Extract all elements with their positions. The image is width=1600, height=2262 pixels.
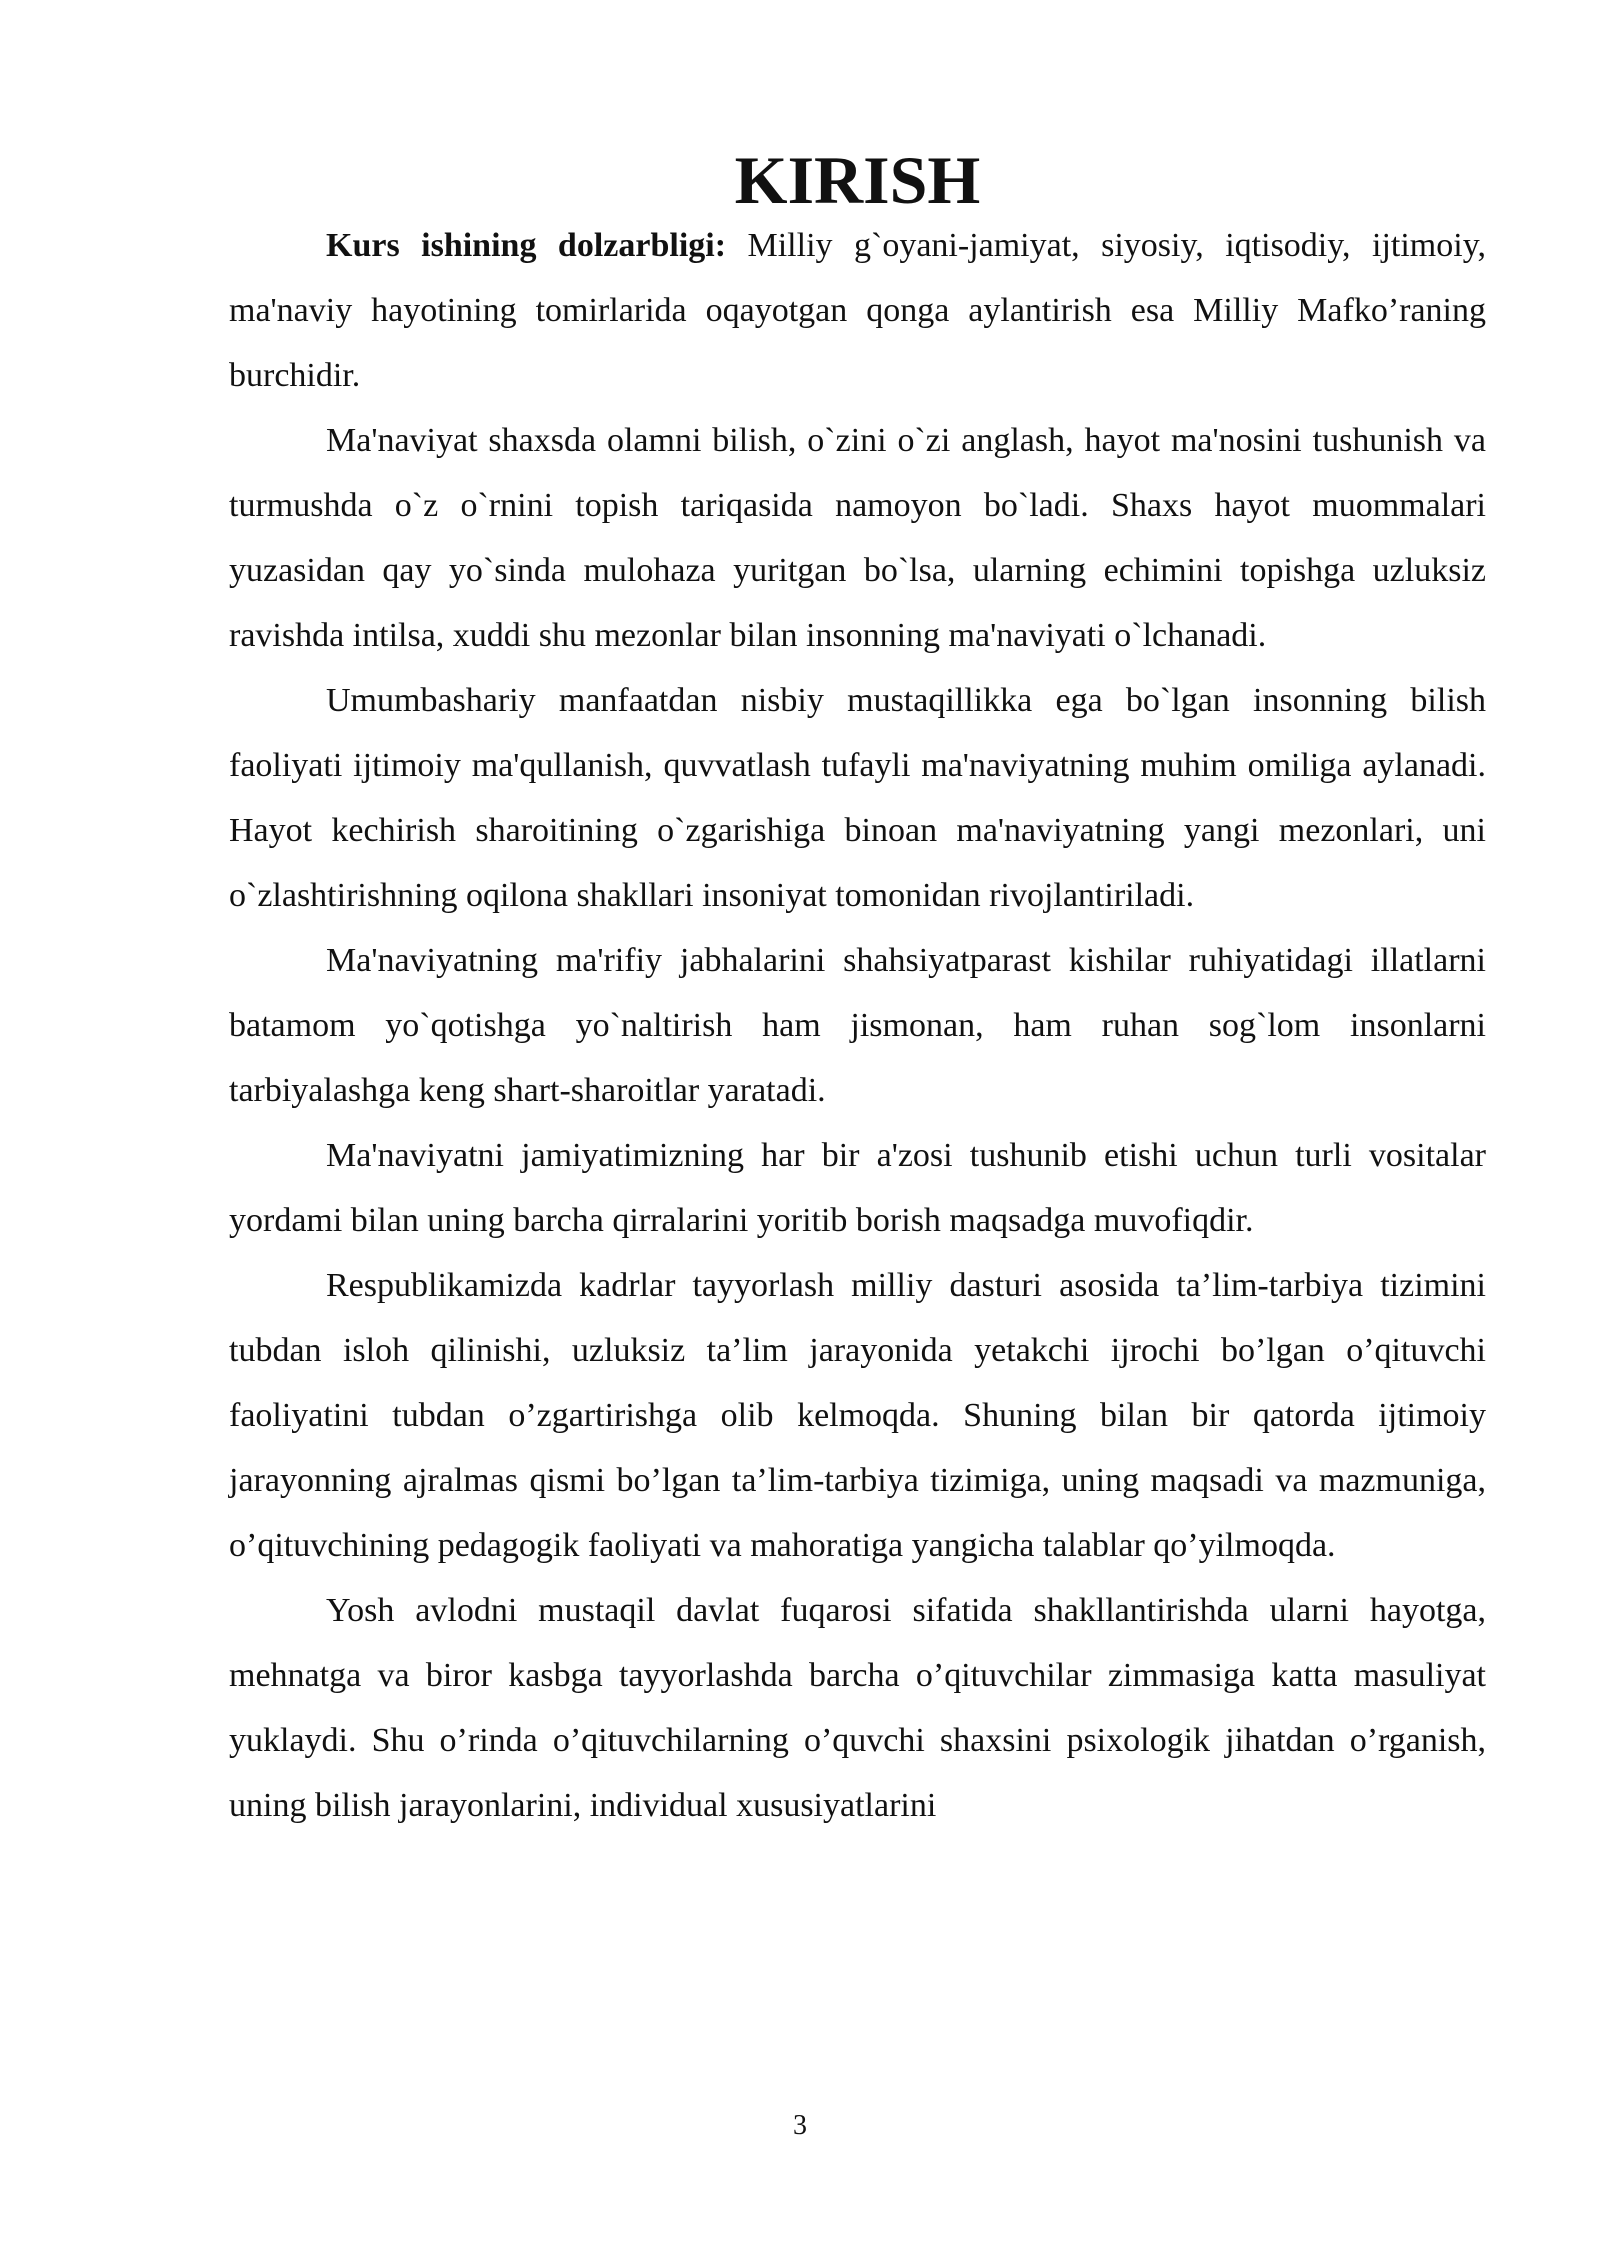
page-number: 3 (793, 2110, 807, 2141)
intro-lead: Kurs ishining dolzarbligi: (326, 227, 727, 264)
body-paragraph-1: Ma'naviyat shaxsda olamni bilish, o`zini o`zi anglash, hayot ma'nosini tushunish va turmushda o`z o`rnini topish tariqasida namoyon bo`ladi. Shaxs hayot muommalari yuzasidan qay yo`sinda mulohaza yuritgan bo`lsa, ularning echimini topishga uzluksiz ravishda intilsa, xuddi shu mezonlar bilan insonning ma'naviyati o`lchanadi. (229, 422, 1486, 654)
intro-text: Milliy g`oyani-jamiyat, siyosiy, iqtisodiy, ijtimoiy, ma'naviy hayotining tomirlarida oqayotgan qonga aylantirish esa Milliy Mafko’raning burchidir. (229, 227, 1486, 394)
section-title: KIRISH (734, 142, 981, 218)
body-paragraph-4: Ma'naviyatni jamiyatimizning har bir a'zosi tushunib etishi uchun turli vositalar yordami bilan uning barcha qirralarini yoritib borish maqsadga muvofiqdir. (229, 1137, 1486, 1239)
body-paragraph-5: Respublikamizda kadrlar tayyorlash milliy dasturi asosida ta’lim-tarbiya tizimini tubdan isloh qilinishi, uzluksiz ta’lim jarayonida yetakchi ijrochi bo’lgan o’qituvchi faoliyatini tubdan o’zgartirishga olib kelmoqda. Shuning bilan bir qatorda ijtimoiy jarayonning ajralmas qismi bo’lgan ta’lim-tarbiya tizimiga, uning maqsadi va mazmuniga, o’qituvchining pedagogik faoliyati va mahoratiga yangicha talablar qo’yilmoqda. (229, 1267, 1486, 1564)
body-paragraph-2: Umumbashariy manfaatdan nisbiy mustaqillikka ega bo`lgan insonning bilish faoliyati ijtimoiy ma'qullanish, quvvatlash tufayli ma'naviyatning muhim omiliga aylanadi. Hayot kechirish sharoitining o`zgarishiga binoan ma'naviyatning yangi mezonlari, uni o`zlashtirishning oqilona shakllari insoniyat tomonidan rivojlantiriladi. (229, 682, 1486, 914)
body-paragraph-6: Yosh avlodni mustaqil davlat fuqarosi sifatida shakllantirishda ularni hayotga, mehnatga va biror kasbga tayyorlashda barcha o’qituvchilar zimmasiga katta masuliyat yuklaydi. Shu o’rinda o’qituvchilarning o’quvchi shaxsini psixologik jihatdan o’rganish, uning bilish jarayonlarini, individual xususiyatlarini (229, 1592, 1486, 1824)
body-paragraph-3: Ma'naviyatning ma'rifiy jabhalarini shahsiyatparast kishilar ruhiyatidagi illatlarni batamom yo`qotishga yo`naltirish ham jismonan, ham ruhan sog`lom insonlarni tarbiyalashga keng shart-sharoitlar yaratadi. (229, 942, 1486, 1109)
intro-paragraph (229, 213, 1486, 408)
page-content (229, 142, 1486, 1838)
